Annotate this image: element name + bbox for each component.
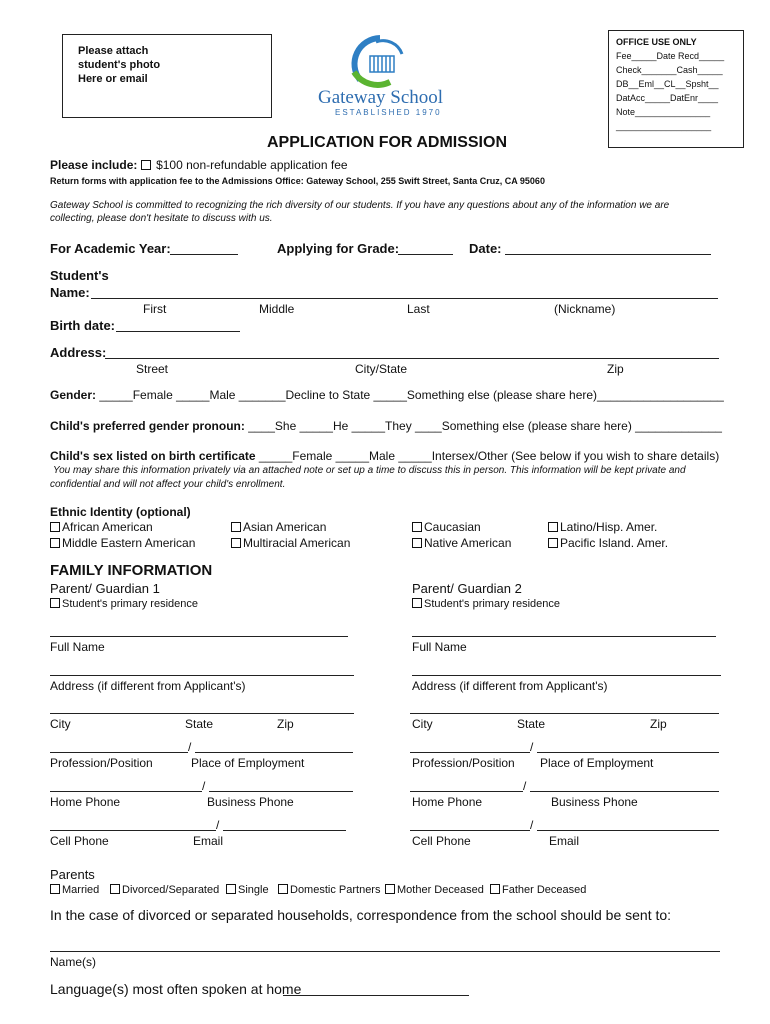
names-label: Name(s) — [50, 955, 97, 969]
birth-date-field[interactable] — [116, 331, 240, 332]
ethnic-title: Ethnic Identity (optional) — [50, 505, 191, 519]
academic-year-label: For Academic Year: — [50, 241, 171, 256]
g2-home-phone-label: Home Phone — [412, 795, 483, 809]
g1-city-label: City — [50, 717, 71, 731]
g1-home-phone-label: Home Phone — [50, 795, 121, 809]
divorce-instruction: In the case of divorced or separated households, correspondence from the school should be sent to: — [50, 907, 672, 923]
slash: / — [530, 740, 534, 754]
parents-option[interactable]: Father Deceased — [490, 884, 586, 896]
g2-profession-field[interactable] — [410, 752, 530, 753]
names-field[interactable] — [50, 951, 720, 952]
address-sub-city: City/State — [355, 362, 408, 376]
parents-option[interactable]: Married — [50, 884, 99, 896]
parents-option[interactable]: Mother Deceased — [385, 884, 484, 896]
g2-city-state-zip-field[interactable] — [410, 713, 719, 714]
birth-date-label: Birth date: — [50, 318, 115, 333]
parents-option[interactable]: Divorced/Separated — [110, 884, 219, 896]
checkbox-icon[interactable] — [50, 538, 60, 548]
name-sub-last: Last — [407, 302, 430, 316]
checkbox-icon[interactable] — [50, 598, 60, 608]
office-line: DatAcc_____DatEnr____ — [616, 93, 719, 103]
g1-employment-field[interactable] — [195, 752, 353, 753]
checkbox-icon[interactable] — [412, 538, 422, 548]
g2-full-name-label: Full Name — [412, 640, 467, 654]
include-line — [50, 158, 348, 172]
gender-label: Gender: — [50, 388, 97, 402]
ethnic-option[interactable]: Caucasian — [412, 520, 481, 534]
g1-address-field[interactable] — [50, 675, 354, 676]
ethnic-option[interactable]: African American — [50, 520, 153, 534]
g2-profession-label: Profession/Position — [412, 756, 515, 770]
pronoun-row[interactable] — [50, 419, 722, 433]
slash: / — [523, 779, 527, 793]
g1-cell-phone-field[interactable] — [50, 830, 216, 831]
slash: / — [202, 779, 206, 793]
language-field[interactable] — [283, 995, 469, 996]
g1-business-phone-label: Business Phone — [207, 795, 294, 809]
slash: / — [530, 818, 534, 832]
g1-email-field[interactable] — [223, 830, 346, 831]
office-line: Note_______________ — [616, 107, 711, 117]
address-sub-street: Street — [136, 362, 169, 376]
checkbox-icon[interactable] — [385, 884, 395, 894]
g2-cell-phone-field[interactable] — [410, 830, 530, 831]
commitment-line-2: collecting, please don't hesitate to discuss with us. — [50, 213, 273, 224]
student-name-field[interactable] — [91, 298, 718, 299]
g2-employment-field[interactable] — [537, 752, 719, 753]
ethnic-option[interactable]: Multiracial American — [231, 536, 350, 550]
ethnic-option[interactable]: Asian American — [231, 520, 326, 534]
g2-business-phone-label: Business Phone — [551, 795, 638, 809]
checkbox-icon[interactable] — [278, 884, 288, 894]
parents-option[interactable]: Single — [226, 884, 269, 896]
g1-profession-label: Profession/Position — [50, 756, 153, 770]
checkbox-icon[interactable] — [548, 522, 558, 532]
logo-name: Gateway School — [318, 87, 444, 108]
photo-instruction-3: Here or email — [78, 73, 148, 85]
slash: / — [188, 740, 192, 754]
g2-primary-residence[interactable]: Student's primary residence — [412, 598, 560, 610]
gender-row[interactable] — [50, 388, 724, 402]
photo-instruction-1: Please attach — [78, 45, 149, 57]
sex-note-1: You may share this information privately via an attached note or set up a time to discuss this in person. This information will be kept private and — [53, 465, 686, 476]
checkbox-icon[interactable] — [231, 538, 241, 548]
checkbox-icon[interactable] — [50, 522, 60, 532]
ethnic-option[interactable]: Pacific Island. Amer. — [548, 536, 668, 550]
checkbox-icon[interactable] — [412, 598, 422, 608]
grade-label: Applying for Grade: — [277, 241, 400, 256]
g2-email-label: Email — [549, 834, 580, 848]
date-label: Date: — [469, 241, 502, 256]
g1-email-label: Email — [193, 834, 224, 848]
name-sub-first: First — [143, 302, 167, 316]
office-title: OFFICE USE ONLY — [616, 37, 697, 47]
office-line: Fee_____Date Recd_____ — [616, 51, 725, 61]
grade-field[interactable] — [398, 254, 453, 255]
g1-employment-label: Place of Employment — [191, 756, 305, 770]
g1-zip-label: Zip — [277, 717, 294, 731]
g2-employment-label: Place of Employment — [540, 756, 654, 770]
language-label: Language(s) most often spoken at home — [50, 981, 302, 997]
date-field[interactable] — [505, 254, 711, 255]
g2-address-field[interactable] — [412, 675, 721, 676]
checkbox-icon[interactable] — [548, 538, 558, 548]
g1-cell-phone-label: Cell Phone — [50, 834, 109, 848]
pronoun-options: ____She _____He _____They ____Something else (please share here) _____________ — [248, 419, 722, 433]
address-label: Address: — [50, 345, 107, 360]
parents-label: Parents — [50, 867, 95, 882]
ethnic-option[interactable]: Latino/Hisp. Amer. — [548, 520, 657, 534]
guardian-2-heading: Parent/ Guardian 2 — [412, 581, 522, 596]
page-title: APPLICATION FOR ADMISSION — [267, 134, 507, 151]
checkbox-icon[interactable] — [231, 522, 241, 532]
office-line: Check_______Cash_____ — [616, 65, 723, 75]
g2-email-field[interactable] — [537, 830, 719, 831]
g2-full-name-field[interactable] — [412, 636, 716, 637]
checkbox-icon[interactable] — [226, 884, 236, 894]
checkbox-icon[interactable] — [412, 522, 422, 532]
g2-cell-phone-label: Cell Phone — [412, 834, 471, 848]
birth-sex-label: Child's sex listed on birth certificate — [50, 449, 256, 463]
parents-option[interactable]: Domestic Partners — [278, 884, 380, 896]
g1-business-phone-field[interactable] — [209, 791, 353, 792]
address-sub-zip: Zip — [607, 362, 624, 376]
student-label-2: Name: — [50, 285, 90, 300]
academic-year-field[interactable] — [170, 254, 238, 255]
photo-instruction-2: student's photo — [78, 59, 161, 71]
pronoun-label: Child's preferred gender pronoun: — [50, 419, 245, 433]
g2-business-phone-field[interactable] — [530, 791, 719, 792]
address-field[interactable] — [105, 358, 719, 359]
name-sub-middle: Middle — [259, 302, 295, 316]
checkbox-icon[interactable] — [490, 884, 500, 894]
commitment-line-1: Gateway School is committed to recognizing the rich diversity of our students. If you have any questions about any of the information we are — [50, 200, 670, 211]
g2-city-label: City — [412, 717, 433, 731]
office-line: ___________________ — [616, 121, 712, 131]
include-item: $100 non-refundable application fee — [156, 158, 348, 172]
g1-full-name-field[interactable] — [50, 636, 348, 637]
gender-options: _____Female _____Male _______Decline to State _____Something else (please share here)___________________ — [99, 388, 724, 402]
checkbox-icon[interactable] — [110, 884, 120, 894]
g1-profession-field[interactable] — [50, 752, 188, 753]
include-label: Please include: — [50, 158, 138, 172]
checkbox-icon[interactable] — [50, 884, 60, 894]
logo-established: ESTABLISHED 1970 — [335, 108, 442, 117]
gateway-logo-icon — [346, 32, 410, 88]
g2-address-label: Address (if different from Applicant's) — [412, 679, 608, 693]
g1-primary-residence[interactable]: Student's primary residence — [50, 598, 198, 610]
g2-zip-label: Zip — [650, 717, 667, 731]
slash: / — [216, 818, 220, 832]
birth-sex-row[interactable] — [50, 449, 719, 463]
g1-address-label: Address (if different from Applicant's) — [50, 679, 246, 693]
ethnic-option[interactable]: Native American — [412, 536, 511, 550]
name-sub-nickname: (Nickname) — [554, 302, 616, 316]
g1-home-phone-field[interactable] — [50, 791, 202, 792]
g2-home-phone-field[interactable] — [410, 791, 523, 792]
g1-city-state-zip-field[interactable] — [50, 713, 354, 714]
student-label-1: Student's — [50, 268, 109, 283]
family-title: FAMILY INFORMATION — [50, 562, 213, 579]
g1-state-label: State — [185, 717, 214, 731]
fee-checkbox[interactable] — [141, 160, 151, 170]
office-line: DB__Eml__CL__Spsht__ — [616, 79, 719, 89]
guardian-1-heading: Parent/ Guardian 1 — [50, 581, 160, 596]
sex-note-2: confidential and will not affect your child's enrollment. — [50, 479, 286, 490]
ethnic-option[interactable]: Middle Eastern American — [50, 536, 195, 550]
birth-sex-options: _____Female _____Male _____Intersex/Other (See below if you wish to share details) — [258, 449, 720, 463]
return-note: Return forms with application fee to the Admissions Office: Gateway School, 255 Swift Street, Santa Cruz, CA 95060 — [50, 176, 545, 186]
g1-full-name-label: Full Name — [50, 640, 105, 654]
g2-state-label: State — [517, 717, 546, 731]
